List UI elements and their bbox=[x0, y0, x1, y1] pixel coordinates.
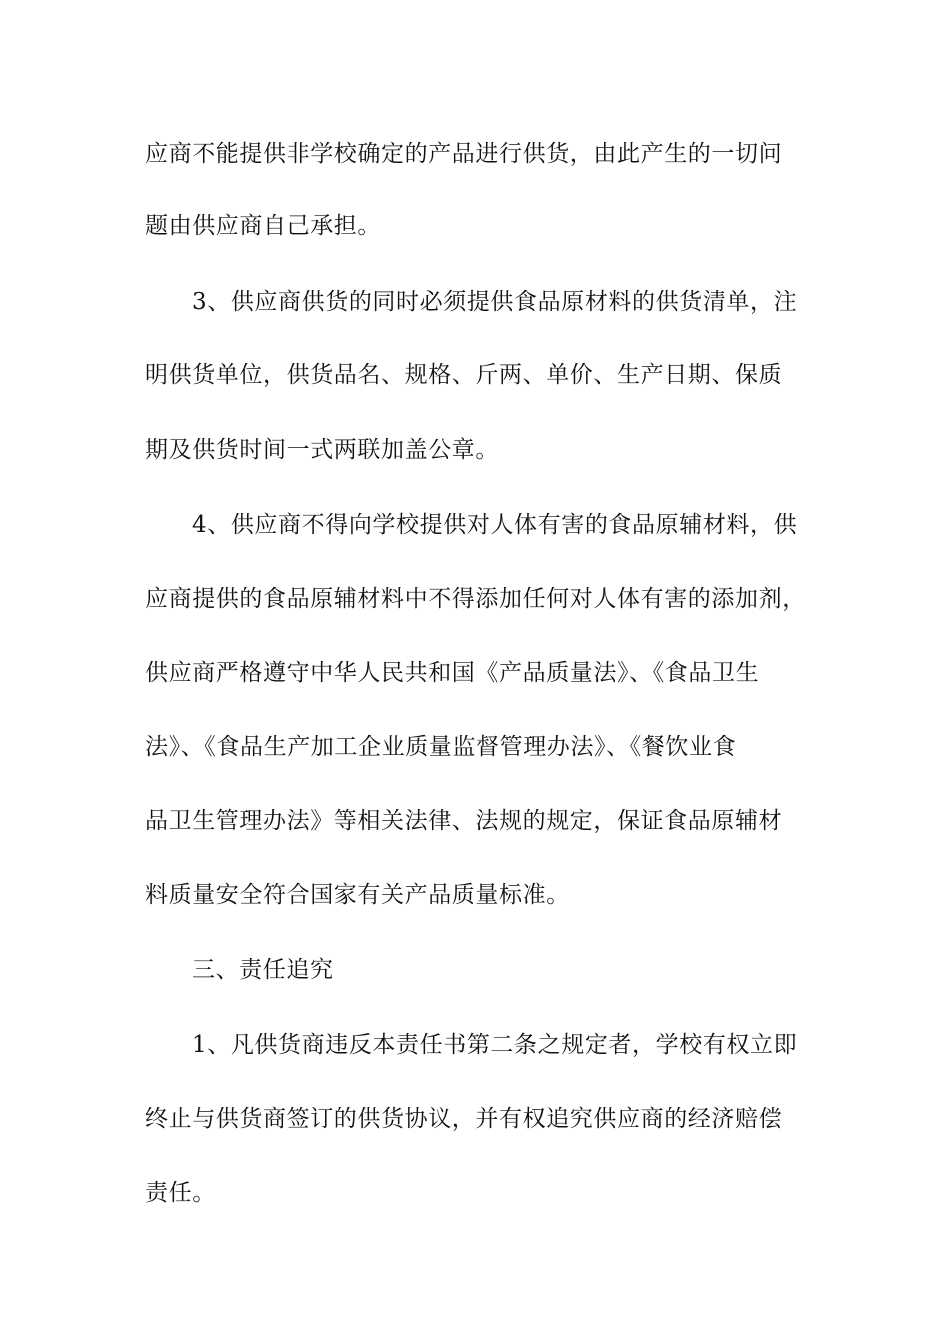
paragraph-line: 1、凡供货商违反本责任书第二条之规定者，学校有权立即 bbox=[192, 1032, 798, 1058]
paragraph-line: 应商不能提供非学校确定的产品进行供货，由此产生的一切问 bbox=[145, 141, 783, 167]
paragraph-line: 期及供货时间一式两联加盖公章。 bbox=[145, 437, 499, 463]
paragraph-line: 应商提供的食品原辅材料中不得添加任何对人体有害的添加剂， bbox=[145, 586, 806, 612]
paragraph-line: 4、供应商不得向学校提供对人体有害的食品原辅材料，供 bbox=[192, 512, 798, 538]
section-heading: 三、责任追究 bbox=[192, 957, 334, 983]
paragraph-line: 题由供应商自己承担。 bbox=[145, 213, 381, 239]
paragraph-line: 责任。 bbox=[145, 1180, 216, 1206]
paragraph-line: 终止与供货商签订的供货协议，并有权追究供应商的经济赔偿 bbox=[145, 1106, 783, 1132]
paragraph-line: 料质量安全符合国家有关产品质量标准。 bbox=[145, 882, 570, 908]
paragraph-line: 法》、《食品生产加工企业质量监督管理办法》、《餐饮业食 bbox=[145, 734, 737, 760]
paragraph-line: 明供货单位，供货品名、规格、斤两、单价、生产日期、保质 bbox=[145, 362, 783, 388]
paragraph-line: 品卫生管理办法》等相关法律、法规的规定，保证食品原辅材 bbox=[145, 808, 783, 834]
paragraph-line: 3、供应商供货的同时必须提供食品原材料的供货清单，注 bbox=[192, 289, 798, 315]
paragraph-line: 供应商严格遵守中华人民共和国《产品质量法》、《食品卫生 bbox=[145, 660, 760, 686]
